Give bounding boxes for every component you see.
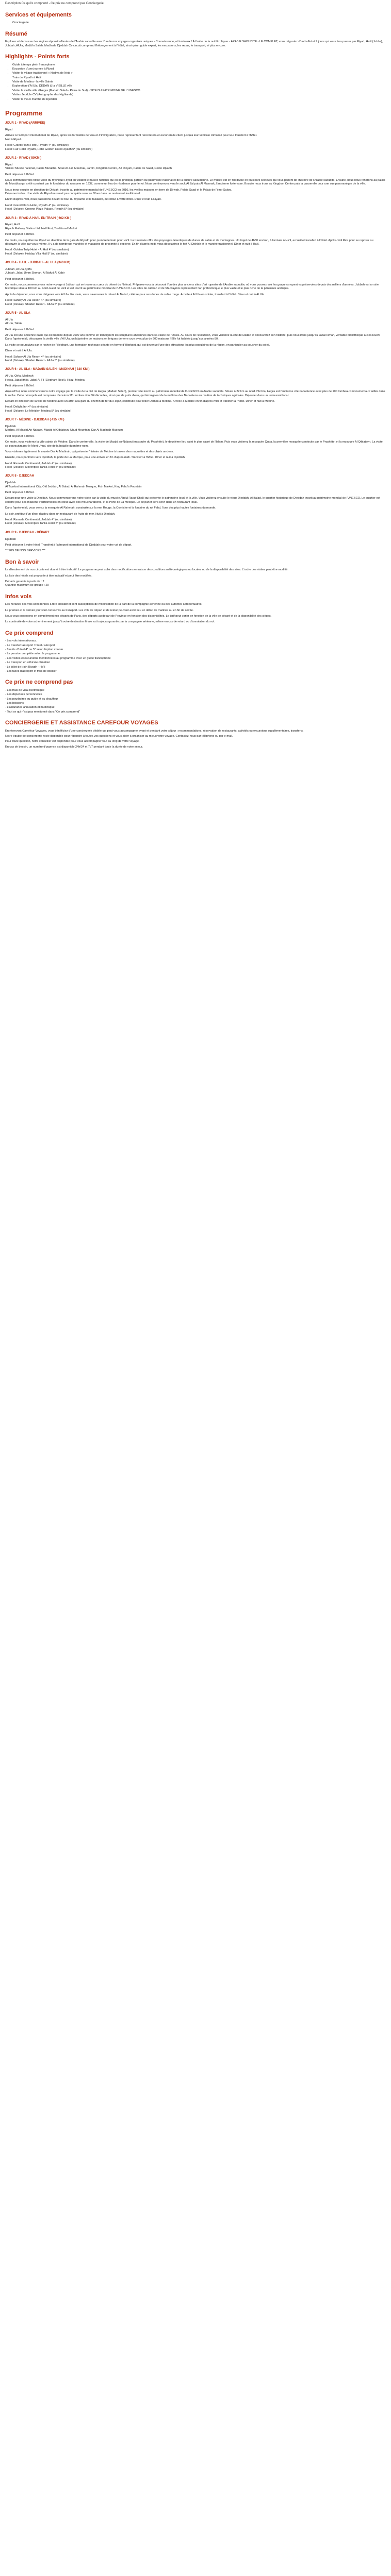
day-paragraph: Ce matin, nous commencerons notre voyage à Jubbah qui se trouve au cœur du désert du Nefoud. Préparez-vous à découvrir l'un des plus anciens sites d'art rupestre de l'Arabie saoudite, où vous pourrez voir les gravures rupestres préservées depuis des milliers d'années. Jubbah est un site historique situé à 100 km au nord-ouest de Ha'il et est inscrit au patrimoine mondial de l'UNESCO. Les sites de Jubbah et de Shuwaymis représentent l'art préhistorique le plus vaste et le plus riche de la péninsule arabique. [5,283,379,291]
prix-ne-comprend-pas-list [5,689,386,714]
day-paragraph: En fin d'après-midi, nous passerons devant le tour du royaume et le faisalieh, de retour à votre hôtel. Dîner et nuit à Riyad. [5,198,161,201]
day-paragraph: Après le déjeuner, vous vous dirigerez vers Al Ula. En route, vous traverserez le désert Al Nafud, célèbre pour ses dunes de sable rouge. Arrivée à Al Ula en soirée, transfert à l'hôtel. Dîner et nuit à Al Ula. [5,293,265,296]
bon-a-savoir-title: Bon à savoir [5,558,40,565]
day-description [5,481,386,526]
highlight-item: • Exploration d'Al Ula, DEDAN & la VIEILLE ville [12,84,386,88]
day-paragraph: Al Ula est une ancienne oasis qui est habitée depuis 7000 ans comme en témoignent les sculptures anciennes dans sa vallée de l'Oasis. Au cours de l'excursion, vous visiterez la cité de Dadan et découvrirez son histoire, puis nous irons jusqu'au Jabal Ikmah, véritable bibliothèque à ciel ouvert. Dans l'après-midi, découvrez la vieille ville d'Al Ula, un labyrinthe de maisons en briques de terre crue avec plus de 900 maisons ! Elle fut habitée jusqu'aux années 80. [5,334,381,341]
day-paragraph: Hotel: Golden Tulip Hotel - Al Hail 4* (ou similaire) Hotel (Deluxe): Holiday Villa Hail 5* (ou similaire) [5,248,69,256]
day-paragraph: Hotel: Delight Inn 4* (ou similaire) Hotel (Deluxe): Le Méridien Medina 5* (ou similaire) [5,405,72,413]
prix-exclu-item: - Les dépenses personnelles [5,693,42,697]
day-description [5,128,386,151]
day-description [5,163,386,212]
day-paragraph: *** FIN DE NOS SERVICES *** [5,549,45,553]
services-title: Services et équipements [5,11,72,18]
day-description [5,318,386,363]
day-paragraph: Vous visiterez également le musée Dar Al Madinah, qui présente l'histoire de Médine à travers des maquettes et des objets anciens. [5,450,174,453]
highlight-item: • Visitez Jedd, le CV (Autographe des Highlands) [12,93,386,97]
resume-section [5,30,386,48]
programme-day [5,418,386,469]
service-item: • Conciergerie [12,21,386,25]
day-paragraph: Arrivée à l'aéroport international de Riyad, après les formalités de visa et d'immigration, notre représentant rencontrera et escortera le client jusqu'à leur véhicule climatisé pour leur transfert à l'hôtel. Nuit à Riyad. [5,134,257,141]
prix-comprend-item: - Le transfert aéroport / hôtel / aéroport [5,643,55,647]
day-paragraph: Nous irons ensuite en direction de Diriyah, inscrite au patrimoine mondial de l'UNESCO en 2010, les vieilles maisons en terre de Diriyah, Palais Saad et le Palais de l'émir Salwa. Déjeuner inclus. Une visite de Riyad ne serait pas complète sans ce Dîner dans un restaurant traditionnel. [5,188,232,196]
highlights-title: Highlights - Points forts [5,54,70,60]
day-paragraph: Petit déjeuner à votre hôtel. Transfert à l'aéroport international de Djeddah pour votre vol de départ. [5,544,132,547]
day-paragraph: Riyad [5,128,13,132]
day-paragraph: Petit déjeuner à l'hôtel. [5,434,35,438]
day-paragraph: Le soir, profitez d'un dîner d'adieu dans un restaurant de fruits de mer. Nuit à Djeddah. [5,512,116,516]
day-paragraph: Départ en direction de la ville de Médine avec un arrêt à la gare du chemin de fer du Hejaz, construite pour relier Damas à Médine. Arrivée à Médine en fin d'après-midi et transfert à l'hôtel. Dîner et nuit à Médine. [5,400,275,403]
conciergerie-title: CONCIERGERIE ET ASSISTANCE CAREFOUR VOYAGES [5,720,158,726]
day-paragraph: Al Ula, Qirfa, Madinah Hegra, Jabal Ithlib, Jabal Al Fil (Elephant Rock), Hijaz, Medina [5,375,85,382]
day-description [5,375,386,413]
programme-day [5,368,386,413]
conciergerie-paragraph: En réservant Carrefour Voyages, vous bénéficiez d'une conciergerie dédiée qui peut vous accompagner avant et pendant votre séjour : recommandations, réservation de restaurants, activités ou excursions supplémentaires, transferts. [5,729,304,733]
infos-vols-paragraph: Le premier et le dernier jour sont consacrés au transport. Les vols de départ et de retour peuvent avoir lieu en début de matinée ou en fin de soirée. [5,608,194,612]
conciergerie-paragraph: Pour toute question, notre conseiller est disponible pour vous accompagner tout au long de votre voyage. [5,740,140,743]
prix-comprend-item: - Le billet de train Riyadh - Ha'il [5,665,45,669]
programme-section [5,109,386,553]
programme-days [5,122,386,553]
programme-day [5,122,386,151]
day-title: JOUR 4 - HA'IL - JUBBAH - AL ULA (340 KM) [5,261,71,265]
day-description [5,425,386,469]
day-paragraph: Djeddah Al Tayebat International City, Old Jeddah, Al Balad, Al Rahmah Mosque, Fish Market, King Fahd's Fountain [5,481,142,488]
day-paragraph: Petit déjeuner à l'hôtel. [5,173,35,176]
bon-a-savoir-section [5,558,386,588]
conciergerie-section [5,719,386,749]
day-description [5,538,386,553]
day-paragraph: Aujourd'hui, nous commencerons notre voyage par la visite de la cité de Hegra (Madain Saleh), premier site inscrit au patrimoine mondial de l'UNESCO en Arabie saoudite. Située à 22 km au nord d'Al Ula, Hegra est l'ancienne cité nabatéenne avec plus de 100 tombeaux monumentaux taillés dans la roche. Cette nécropole est composée d'environ 111 tombes dont 94 décorées, ainsi que de puits d'eau, qui témoignent de la maîtrise des Nabatéens en matière de techniques agricoles. Déjeuner dans un restaurant local. [5,390,385,397]
programme-day [5,157,386,212]
day-paragraph: Ce matin, vous visiterez la ville sainte de Médine. Dans le centre-ville, la visite de Masjid an-Nabawi (mosquée du Prophète), le deuxième lieu saint le plus sacré de l'Islam. Puis vous visiterez la mosquée Quba, la première mosquée construite par le Prophète, et la mosquée Al Qiblatayn. La visite se poursuivra par le Mont Uhud, site de la bataille du même nom. [5,440,383,448]
prix-comprend-section [5,630,386,674]
day-paragraph: Jubbah, Al Ula, Qirfa Jubbah, Jabal Umm Sinman, Al Nafud Al Kabir [5,267,65,275]
infos-vols-paragraph: Nous vous proposons en complément nos départs de Paris, des départs au départ de Province en fonction des disponibilités. Le tarif peut varier en fonction de la ville de départ et de la disponibilité des sièges. [5,615,272,618]
top-navigation-text: Description Ce qu'ils comprend - Ce prix ne comprend pas Conciergerie [5,2,104,5]
resume-paragraph: Explorez et découvrez les régions époustouflantes de l'Arabie saoudite avec l'un de nos voyages organisés uniques - Connaissance, et lumineux ! À l'aube de la nuit Expliquer - ARABIE SAOUDITE - LE COMPLET, vous dégustez d'un buffet et 9 jours qui vous fera passer par Riyad, Ha'il (Jubba), Jubbah, AlUla, Madâ'in Salah, Madînah, Djeddah Ce circuit comprend l'hébergement à l'hôtel, ainsi qu'un guide expert, les excursions, les repas, le transport, et plus encore. [5,40,383,47]
day-paragraph: Djeddah [5,537,16,541]
highlight-item: • Visiter le village traditionnel « Nadiya de Nejd » [12,72,386,75]
day-paragraph: Ce matin, nous quitterons Riyad en direction de la gare de Riyadh pour prendre le train pour Ha'il. La traversée offre des paysages désertiques de dunes de sable et de montagnes. Un trajet de 4h30 environ, à l'arrivée à Ha'il, accueil et transfert à l'hôtel. Après-midi libre pour se reposer ou découvrir la ville par vous-même. Il y a de nombreux marchés et magasins de proximité à explorer. En fin d'après-midi, vous découvrirez le fort Al Qishlah et le marché traditionnel. Dîner et nuit à Ha'il. [5,239,373,246]
day-title: JOUR 7 - MÉDINE - DJEDDAH ( 415 KM ) [5,418,64,422]
day-paragraph: Riyad Visites: Musée national, Palais Murabba, Souk Al Zal, Masmak, Jardin, Kingdom Centre, Ad Diriyah, Palais de Saad, Resto Riyadh [5,163,172,171]
highlights-section [5,53,386,101]
resume-title: Résumé [5,30,27,37]
day-paragraph: La visite se poursuivra par le rocher de l'éléphant, une formation rocheuse géante en forme d'éléphant, qui est devenue l'une des attractions les plus populaires de la région, en particulier au coucher du soleil. [5,343,270,347]
day-paragraph: Hotel: Sahary Al Ula Resort 4* (ou similaire) Hotel (Deluxe): Shaden Resort - AlUla 5* (ou similaire) [5,355,75,362]
prix-ne-comprend-pas-section [5,679,386,714]
bon-a-savoir-paragraph: Départs garantis à partir de : 2 Quantité maximum de groupe : 20 [5,580,49,587]
day-paragraph: Petit déjeuner à l'hôtel. [5,491,35,495]
day-paragraph: Dîner et nuit à Al Ula. [5,349,32,353]
bon-a-savoir-paragraph: La liste des hôtels est proposée à titre indicatif et peut être modifiée. [5,574,92,578]
prix-exclu-item: - Les frais de visa électronique [5,688,44,692]
day-paragraph: Riyad, Ha'il Riyadh Railway Station Ltd, Ha'il Fort, Traditional Market [5,223,77,230]
programme-day [5,217,386,257]
prix-comprend-item: - Les visites et excursions mentionnées au programme avec un guide francophone [5,656,111,660]
prix-ne-comprend-pas-title: Ce prix ne comprend pas [5,679,73,686]
services-section [5,11,386,25]
day-paragraph: Hotel: Grand Plaza Hotel, Riyadh 4* (ou similaire) Hotel: Fair Hotel Riyadh, Hotel Golden Hotel Riyadh 5* (ou similaire) [5,144,93,151]
highlight-item: • Visiter le vieux marché de Djeddah [12,98,386,101]
day-title: JOUR 8 - DJEDDAH [5,474,35,478]
prix-exclu-item: - L'assurance annulation et multirisque [5,706,55,709]
day-paragraph: Hotel: Grand Plaza Hotel, Riyadh 4* (ou similaire) Hotel (Deluxe): Crowne Plaza Palace, Riyadh 5* (ou similaire) [5,204,85,211]
day-paragraph: Petit déjeuner à l'hôtel. [5,233,35,236]
day-paragraph: Dans l'après-midi, vous verrez la mosquée Al Rahmah, construite sur la mer Rouge, la Corniche et la fontaine du roi Fahd, l'une des plus hautes fontaines du monde. [5,506,216,510]
programme-day [5,474,386,526]
day-paragraph: Hotel: Sahary Al Ula Resort 4* (ou similaire) Hotel (Deluxe): Shaden Resort - AlUla 5* (ou similaire) [5,299,75,306]
day-title: JOUR 1 - RIYAD (ARRIVÉE) [5,122,45,125]
conciergerie-paragraph: Notre équipe de conciergerie reste disponible pour répondre à toutes vos questions et vous aider à organiser au mieux votre voyage. Contactez-nous par téléphone ou par e-mail. [5,734,233,738]
prix-comprend-item: - 8 nuits d'hôtel 4* ou 5* selon l'option choisie [5,648,63,652]
day-paragraph: Nous commencerons notre visite du mythique Riyad en visitant le musée national qui est le principal gardien du patrimoine national et de la culture saoudienne. Le musée est en fait divisé en plusieurs secteurs qui vous parlent de l'histoire de l'Arabie saoudite. Ensuite, nous nous rendrons au palais de Murabba qui a été construit par le fondateur du royaume en 1937, comme un lieu de résidence pour le roi. Nous continuerons vers le souk Al Zal puis Al Masmak, l'ancienne forteresse. Ensuite nous irons au Kingdom Centre puis la passerelle pour une vue panoramique de la ville. [5,178,385,186]
page [0,0,391,756]
prix-exclu-item: - Tout ce qui n'est pas mentionné dans "Ce prix comprend" [5,710,80,714]
conciergerie-paragraph: En cas de besoin, un numéro d'urgence est disponible 24h/24 et 7j/7 pendant toute la durée de votre séjour. [5,745,143,749]
day-title: JOUR 3 - RIYAD À HA'IL EN TRAIN ( 662 KM ) [5,216,72,220]
highlight-item: • Excursion d'une journée à Riyad [12,67,386,71]
programme-day [5,261,386,307]
prix-comprend-item: - La pension complète selon le programme [5,652,60,656]
day-paragraph: Petit déjeuner à l'hôtel. [5,328,35,331]
prix-comprend-item: - Le transport en véhicule climatisé [5,661,50,665]
day-description [5,268,386,307]
infos-vols-section [5,593,386,624]
prix-exclu-item: - Les boissons [5,701,24,705]
highlight-item: • Train de Riyadh à Ha'il [12,76,386,80]
highlight-item: • Visite de Medina - la ville Sainte [12,80,386,84]
day-title: JOUR 2 - RIYAD ( 50KM ) [5,156,42,160]
day-paragraph: Ensuite, nous partirons vers Djeddah, la porte de La Mecque, pour une arrivée en fin d'après-midi. Transfert à l'hôtel. Dîner et nuit à Djeddah. [5,456,186,460]
prix-comprend-list [5,639,386,673]
day-paragraph: Petit déjeuner à l'hôtel. [5,277,35,281]
day-paragraph: Al Ula Al Ula, Tabuk [5,318,22,326]
day-paragraph: Hotel: Ramada Continental, Jeddah 4* (ou similaire) Hotel (Deluxe): Movenpick Tahlia Hotel 5* (ou similaire) [5,518,76,526]
day-paragraph: Petit déjeuner à l'hôtel. [5,384,35,387]
day-paragraph: Djeddah Medina, Al Masjid An Nabawi, Masjid Al Qiblatayn, Uhud Mountain, Dar Al Madinah Museum [5,425,123,432]
day-description [5,223,386,256]
prix-comprend-item: - Les vols internationaux [5,639,37,643]
highlight-item: • Visiter la vieille ville d'Hegra (Madain Saleh - Pétra du Sud) - SITE DU PATRIMOINE DE L'UNESCO [12,89,386,93]
programme-day [5,531,386,553]
day-paragraph: Départ pour une visite à Djeddah. Nous commencerons notre visite par la visite du musée Abdul Raouf Khalil qui présente le patrimoine local et la ville. Vous visiterez ensuite le vieux Djeddah, Al Balad, le quartier historique de Djeddah inscrit au patrimoine mondial de l'UNESCO. Le quartier est célèbre pour ses maisons traditionnelles en corail avec des moucharabiehs, et la Porte de La Mecque. Le déjeuner sera servi dans un restaurant local. [5,497,380,504]
day-title: JOUR 9 - DJEDDAH - DÉPART [5,531,50,534]
day-title: JOUR 5 - AL ULA [5,311,30,315]
highlights-list [5,63,386,101]
prix-comprend-title: Ce prix comprend [5,630,54,636]
programme-day [5,312,386,363]
programme-title: Programme [5,109,43,117]
infos-vols-paragraph: Les horaires des vols sont donnés à titre indicatif et sont susceptibles de modification de la part de la compagnie aérienne ou des autorités aéroportuaires. [5,603,203,606]
infos-vols-paragraph: La continuité de votre acheminement jusqu'à votre destination finale est toujours garantie par la compagnie aérienne, même en cas de retard ou d'annulation du vol. [5,620,215,624]
day-paragraph: Hotel: Ramada Continental, Jeddah 4* (ou similaire) Hotel (Deluxe): Movenpick Tahlia Hotel 5* (ou similaire) [5,462,76,469]
bon-a-savoir-paragraph: Le déroulement de nos circuits est donné à titre indicatif. Le programme peut subir des modifications en raison des conditions météorologiques ou locales ou de la disponibilité des sites. L'ordre des visites peut être modifié. [5,568,288,572]
day-title: JOUR 6 - AL ULA - MADAIN SALEH - MADINAH ( 330 KM ) [5,368,90,371]
services-list [5,21,386,25]
infos-vols-title: Infos vols [5,593,32,600]
prix-comprend-item: - Les taxes d'aéroport et frais de dossier [5,669,57,673]
prix-exclu-item: - Les pourboires au guide et au chauffeur [5,697,58,701]
highlight-item: • Guide à temps plein francophone [12,63,386,67]
